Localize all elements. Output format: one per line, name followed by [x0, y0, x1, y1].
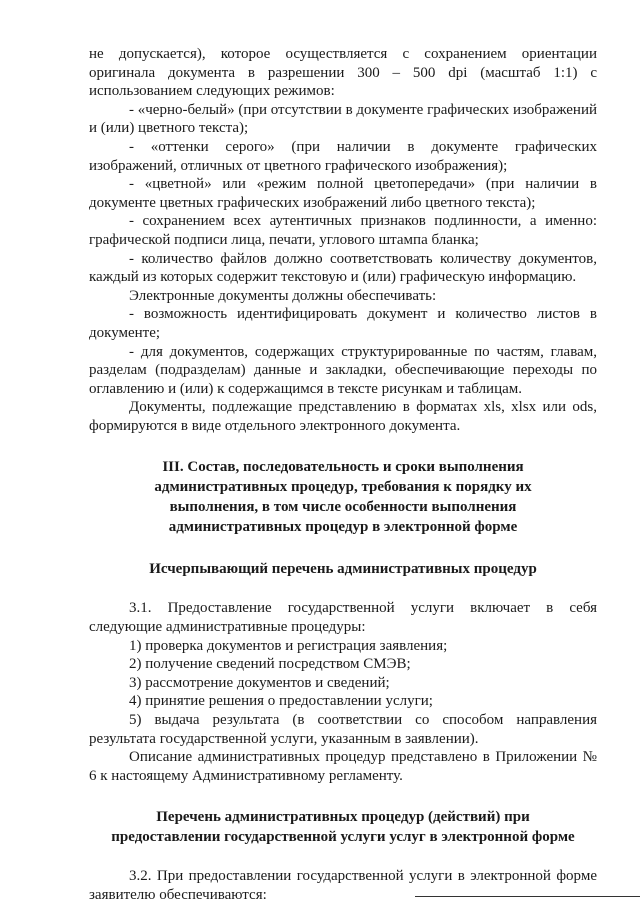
paragraph-appendix-6: Описание административных процедур представлено в Приложении № 6 к настоящему Административному регламенту. [89, 749, 597, 784]
paragraph-continuation: не допускается), которое осуществляется с сохранением ориентации оригинала документа в разрешении 300 – 500 dpi (масштаб 1:1) с использованием следующих режимов: [89, 46, 597, 100]
paragraph-electronic-docs: Электронные документы должны обеспечивать: [129, 287, 437, 304]
subheading-electronic-procedures: Перечень административных процедур (действий) при предоставлении государственной услуги услуг в электронной форме [111, 809, 575, 846]
list-item-color: - «цветной» или «режим полной цветопередачи» (при наличии в документе цветных графических изображений либо цветного текста); [89, 176, 597, 211]
footer-rule [415, 896, 640, 897]
list-item-authenticity: - сохранением всех аутентичных признаков подлинности, а именно: графической подписи лица, печати, углового штампа бланка; [89, 213, 597, 248]
subheading-procedures-list: Исчерпывающий перечень административных процедур [149, 561, 537, 578]
list-item-procedure-2: 2) получение сведений посредством СМЭВ; [129, 656, 411, 673]
paragraph-3-2: 3.2. При предоставлении государственной услуги в электронной форме заявителю обеспечиваются: [89, 868, 597, 903]
section-heading: III. Состав, последовательность и сроки выполнения административных процедур, требования к порядку их выполнения, в том числе особенности выполнения административных процедур в электронной форме [154, 459, 532, 536]
list-item-procedure-1: 1) проверка документов и регистрация заявления; [129, 637, 448, 654]
list-item-structured: - для документов, содержащих структурированные по частям, главам, разделам (подразделам) данные и закладки, обеспечивающие переходы по оглавлению и (или) к содержащимся в тексте рисункам и таблицам. [89, 343, 597, 397]
paragraph-3-1: 3.1. Предоставление государственной услуги включает в себя следующие административные процедуры: [89, 600, 597, 636]
list-item-grayscale: - «оттенки серого» (при наличии в документе графических изображений, отличных от цветного графического изображения); [89, 138, 597, 174]
list-item-file-count: - количество файлов должно соответствовать количеству документов, каждый из которых содержит текстовую и (или) графическую информацию. [89, 250, 597, 286]
paragraph-formats: Документы, подлежащие представлению в форматах xls, xlsx или ods, формируются в виде отдельного электронного документа. [89, 399, 597, 434]
page-body [89, 45, 597, 905]
list-item-procedure-5: 5) выдача результата (в соответствии со способом направления результата государственной услуги, указанным в заявлении). [89, 712, 597, 747]
list-item-identify: - возможность идентифицировать документ и количество листов в документе; [89, 306, 597, 341]
list-item-procedure-3: 3) рассмотрение документов и сведений; [129, 674, 390, 691]
list-item-black-white: - «черно-белый» (при отсутствии в документе графических изображений и (или) цветного текста); [89, 101, 597, 137]
list-item-procedure-4: 4) принятие решения о предоставлении услуги; [129, 693, 433, 710]
